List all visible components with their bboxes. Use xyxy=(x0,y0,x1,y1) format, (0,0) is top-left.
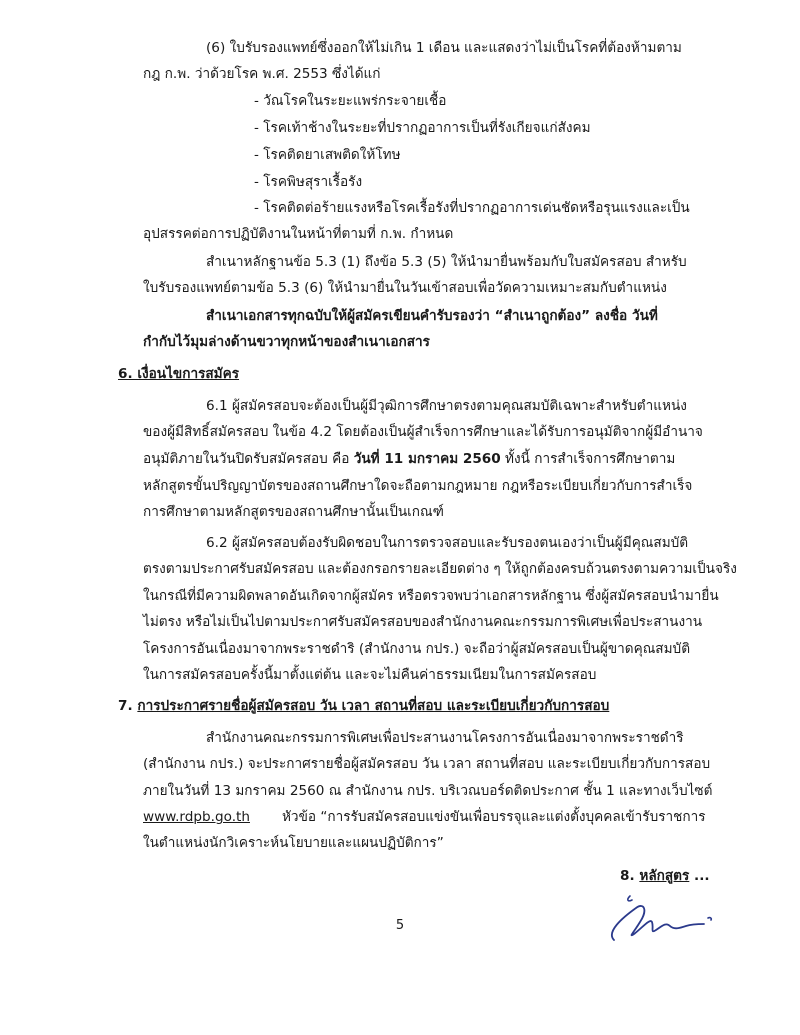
section-heading-7 xyxy=(118,694,609,718)
text-line: กฎ ก.พ. ว่าด้วยโรค พ.ศ. 2553 ซึ่งได้แก่ xyxy=(143,66,381,82)
website-link[interactable]: www.rdpb.go.th xyxy=(143,809,250,825)
text-line: (สำนักงาน กปร.) จะประกาศรายชื่อผู้สมัครสอบ วัน เวลา สถานที่สอบ และระเบียบเกี่ยวกับการสอบ xyxy=(143,756,711,772)
text-line: 6.2 ผู้สมัครสอบต้องรับผิดชอบในการตรวจสอบและรับรองตนเองว่าเป็นผู้มีคุณสมบัติ xyxy=(206,535,689,551)
list-item: - วัณโรคในระยะแพร่กระจายเชื้อ xyxy=(254,93,447,109)
text-line: ของผู้มีสิทธิ์สมัครสอบ ในข้อ 4.2 โดยต้องเป็นผู้สำเร็จการศึกษาและได้รับการอนุมัติจากผู้มีอำนาจ xyxy=(143,424,703,440)
signature-image xyxy=(600,888,720,948)
list-item: - โรคติดต่อร้ายแรงหรือโรคเรื้อรังที่ปรากฏอาการเด่นชัดหรือรุนแรงและเป็น xyxy=(254,200,690,216)
text-line: โครงการอันเนื่องมาจากพระราชดำริ (สำนักงาน กปร.) จะถือว่าผู้สมัครสอบเป็นผู้ขาดคุณสมบัติ xyxy=(143,641,691,657)
section-number: 7. xyxy=(118,698,138,714)
text-line: ในตำแหน่งนักวิเคราะห์นโยบายและแผนปฏิบัติการ” xyxy=(143,835,444,851)
text-run: ทั้งนี้ การสำเร็จการศึกษาตาม xyxy=(500,451,676,467)
text-line: ไม่ตรง หรือไม่เป็นไปตามประกาศรับสมัครสอบของสำนักงานคณะกรรมการพิเศษเพื่อประสานงาน xyxy=(143,614,703,630)
text-line xyxy=(143,805,706,829)
certification-note: กำกับไว้มุมล่างด้านขวาทุกหน้าของสำเนาเอกสาร xyxy=(143,334,430,350)
section-title: หลักสูตร xyxy=(639,868,690,884)
closing-date: วันที่ 11 มกราคม 2560 xyxy=(353,451,501,467)
text-line: ในการสมัครสอบครั้งนี้มาตั้งแต่ต้น และจะไม่คืนค่าธรรมเนียมในการสมัครสอบ xyxy=(143,667,597,683)
text-line: (6) ใบรับรองแพทย์ซึ่งออกให้ไม่เกิน 1 เดือน และแสดงว่าไม่เป็นโรคที่ต้องห้ามตาม xyxy=(206,40,682,56)
text-run: หัวข้อ “การรับสมัครสอบแข่งขันเพื่อบรรจุและแต่งตั้งบุคคลเข้ารับราชการ xyxy=(281,809,706,825)
text-line: อุปสรรคต่อการปฏิบัติงานในหน้าที่ตามที่ ก.พ. กำหนด xyxy=(143,226,454,242)
next-section-ref xyxy=(620,864,710,888)
text-line: สำนักงานคณะกรรมการพิเศษเพื่อประสานงานโครงการอันเนื่องมาจากพระราชดำริ xyxy=(206,730,684,746)
text-line: ใบรับรองแพทย์ตามข้อ 5.3 (6) ให้นำมายื่นในวันเข้าสอบเพื่อวัดความเหมาะสมกับตำแหน่ง xyxy=(143,280,667,296)
text-line: หลักสูตรขั้นปริญญาบัตรของสถานศึกษาใดจะถือตามกฎหมาย กฎหรือระเบียบเกี่ยวกับการสำเร็จ xyxy=(143,478,693,494)
text-line xyxy=(143,447,675,471)
section-heading-6: 6. เงื่อนไขการสมัคร xyxy=(118,366,240,382)
list-item: - โรคติดยาเสพติดให้โทษ xyxy=(254,147,401,163)
certification-note: สำเนาเอกสารทุกฉบับให้ผู้สมัครเขียนคำรับรองว่า “สำเนาถูกต้อง” ลงชื่อ วันที่ xyxy=(206,308,658,324)
list-item: - โรคพิษสุราเรื้อรัง xyxy=(254,174,363,190)
text-line: ในกรณีที่มีความผิดพลาดอันเกิดจากผู้สมัคร หรือตรวจพบว่าเอกสารหลักฐาน ซึ่งผู้สมัครสอบนำมายื่น xyxy=(143,588,719,604)
text-line: 6.1 ผู้สมัครสอบจะต้องเป็นผู้มีวุฒิการศึกษาตรงตามคุณสมบัติเฉพาะสำหรับตำแหน่ง xyxy=(206,398,687,414)
continuation: ... xyxy=(689,868,710,884)
list-item: - โรคเท้าช้างในระยะที่ปรากฏอาการเป็นที่รังเกียจแก่สังคม xyxy=(254,120,591,136)
section-title: การประกาศรายชื่อผู้สมัครสอบ วัน เวลา สถานที่สอบ และระเบียบเกี่ยวกับการสอบ xyxy=(137,698,610,714)
text-line: การศึกษาตามหลักสูตรของสถานศึกษานั้นเป็นเกณฑ์ xyxy=(143,504,444,520)
text-line: สำเนาหลักฐานข้อ 5.3 (1) ถึงข้อ 5.3 (5) ให้นำมายื่นพร้อมกับใบสมัครสอบ สำหรับ xyxy=(206,254,687,270)
text-line: ตรงตามประกาศรับสมัครสอบ และต้องกรอกรายละเอียดต่าง ๆ ให้ถูกต้องครบถ้วนตรงตามความเป็นจริง xyxy=(143,561,737,577)
section-number: 8. xyxy=(620,868,640,884)
text-line: ภายในวันที่ 13 มกราคม 2560 ณ สำนักงาน กปร. บริเวณบอร์ดติดประกาศ ชั้น 1 และทางเว็บไซต์ xyxy=(143,783,713,799)
text-run: อนุมัติภายในวันปิดรับสมัครสอบ คือ xyxy=(143,451,354,467)
page-number: 5 xyxy=(395,918,405,933)
